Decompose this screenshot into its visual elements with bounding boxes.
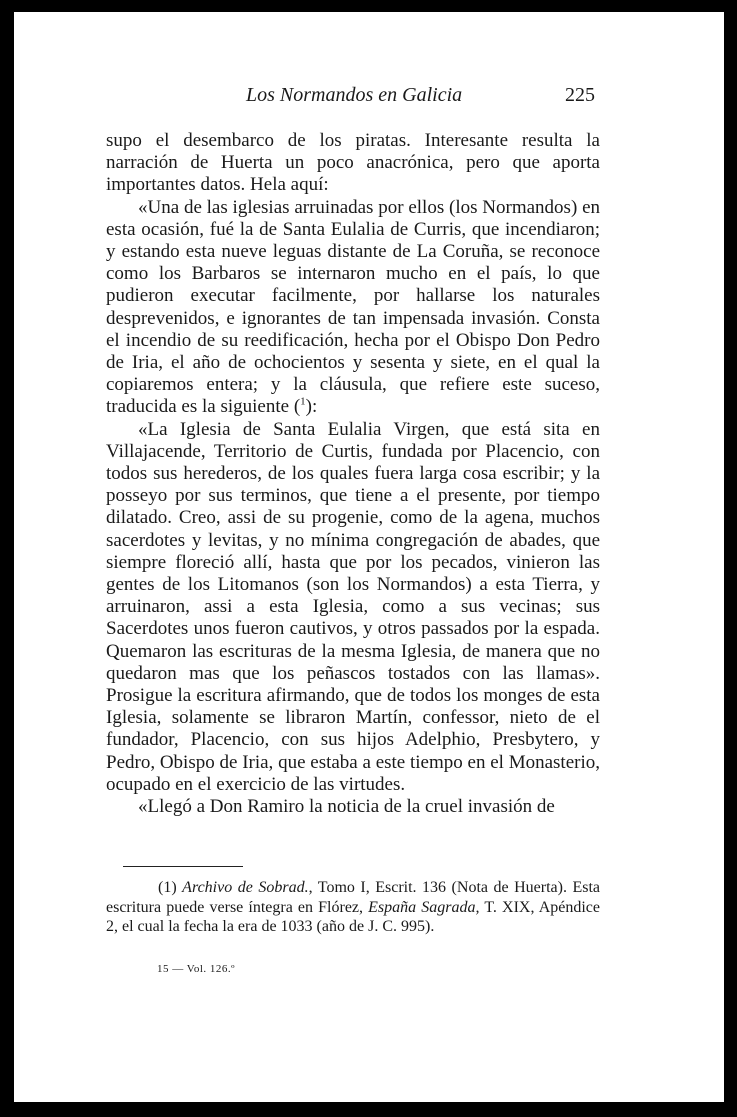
footnote-divider <box>123 866 243 867</box>
paragraph-2-colon: : <box>311 396 318 418</box>
footnote-marker: (1) <box>158 879 177 896</box>
body-text <box>106 130 600 818</box>
book-page <box>14 12 724 1102</box>
footnote-work-title: España Sagrada, <box>368 898 480 916</box>
footnote-text-a: , Tomo I, Escrit. 136 (Nota de Huerta). Esta escritura puede verse íntegra en Flórez, <box>106 879 601 916</box>
footnote-reference: 1 <box>300 396 306 409</box>
paragraph-2-text: «Una de las iglesias arruinadas por ellos (los Normandos) en esta ocasión, fué la de Santa Eulalia de Curris, que incendiaron; y estando esta nueve leguas distante de La Coruña, se reconoce como los Barbaros se internaron mucho en el país, lo que pudieron executar facilmente, por hallarse los naturales desprevenidos, e ignorantes de tan impensada invasión. Consta el incendio de su reedificación, hecha por el Obispo Don Pedro de Iria, el año de ochocientos y sesenta y siete, en el qual la copiaremos entera; y la cláusula, que refiere este suceso, traducida es la siguiente <box>106 196 600 418</box>
footnote-source-title: Archivo de Sobrad. <box>182 879 309 896</box>
paragraph-2: «Una de las iglesias arruinadas por ellos (los Normandos) en esta ocasión, fué la de Santa Eulalia de Curris, que incendiaron; y estando esta nueve leguas distante de La Coruña, se reconoce como los Barbaros se internaron mucho en el país, lo que pudieron executar facilmente, por hallarse los naturales desprevenidos, e ignorantes de tan impensada invasión. Consta el incendio de su reedificación, hecha por el Obispo Don Pedro de Iria, el año de ochocientos y sesenta y siete, en el qual la copiaremos entera; y la cláusula, que refiere este suceso, traducida es la siguiente ($^1$): <box>106 196 600 418</box>
signature-mark: 15 — Vol. 126.º <box>157 963 236 975</box>
footnote-text-b: T. XIX, Apéndice 2, el cual la fecha la era de 1033 (año de J. C. 995). <box>106 898 600 935</box>
paragraph-1: supo el desembarco de los piratas. Interesante resulta la narración de Huerta un poco anacrónica, pero que aporta importantes datos. Hela aquí: <box>106 130 600 196</box>
page-number: 225 <box>565 84 595 106</box>
paragraph-3: «La Iglesia de Santa Eulalia Virgen, que está sita en Villajacende, Territorio de Curtis, fundada por Placencio, con todos sus herederos, de los quales fuera larga cosa escribir; y la posseyo por sus terminos, que tiene a el presente, por tiempo dilatado. Creo, assi de su progenie, como de la agena, muchos sacerdotes y levitas, y no mínima congregación de abades, que siempre floreció allí, hasta que por los pecados, vinieron las gentes de los Litomanos (son los Normandos) a esta Tierra, y arruinaron, assi a esta Iglesia, como a sus vecinas; sus Sacerdotes unos fueron cautivos, y otros passados por la espada. Quemaron las escrituras de la mesma Iglesia, de manera que no quedaron mas que los peñascos tostados con las llamas». Prosigue la escritura afirmando, que de todos los monges de esta Iglesia, solamente se libraron Martín, confessor, nieto de el fundador, Placencio, con sus hijos Adelphio, Presbytero, y Pedro, Obispo de Iria, que estaba a este tiempo en el Monasterio, ocupado en el exercicio de las virtudes. <box>106 418 600 795</box>
paragraph-4: «Llegó a Don Ramiro la noticia de la cruel invasión de <box>138 796 555 818</box>
footnote <box>106 878 600 937</box>
running-title: Los Normandos en Galicia <box>246 84 463 106</box>
page-header <box>109 84 595 114</box>
